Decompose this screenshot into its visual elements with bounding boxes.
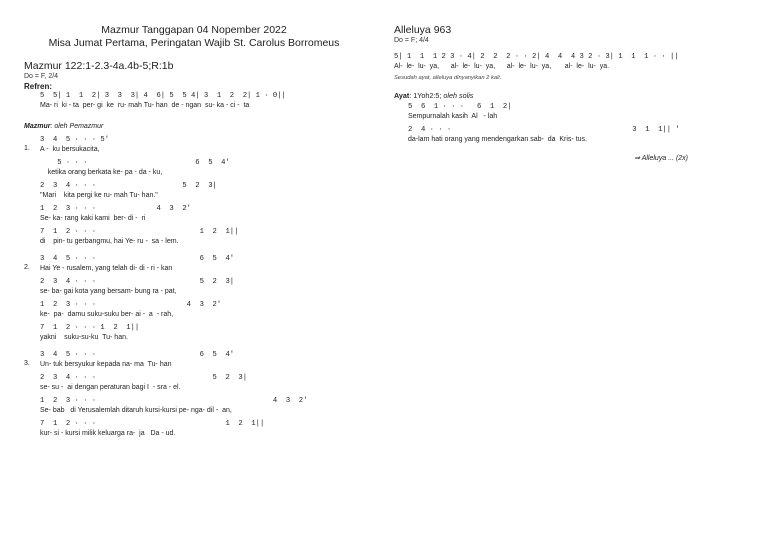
psalm-key: Do = F, 2/4 xyxy=(24,73,59,80)
stanza-notes: 7 1 2 · · · 1 2 1|| xyxy=(40,420,265,428)
stanza-lyrics: Un- tuk bersyukur kepada na- ma Tu- han xyxy=(40,361,172,368)
stanza-lyrics: "Mari kita pergi ke ru- mah Tu- han." xyxy=(40,192,158,199)
stanza-lyrics: se- su - ai dengan peraturan bagi I - sra - el. xyxy=(40,384,181,391)
stanza-notes: 3 4 5 · · · 5' xyxy=(40,136,110,144)
left-column xyxy=(24,24,364,438)
alleluya-outro: ⇒ Alleluya ... (2x) xyxy=(634,155,688,162)
psalm-title: Mazmur 122:1-2.3-4a.4b-5;R:1b xyxy=(24,60,174,72)
stanza-number: 1. xyxy=(24,145,30,152)
stanza-notes: 1 2 3 · · · 4 3 2' xyxy=(40,301,222,309)
stanza-1 xyxy=(24,136,364,246)
stanza-notes: 7 1 2 · · · 1 2 1|| xyxy=(40,228,239,236)
ayat-by: oleh solis xyxy=(441,91,474,100)
alleluya-key: Do = F; 4/4 xyxy=(394,37,429,44)
ayat-label: Ayat xyxy=(394,91,410,100)
verse-lyrics: da-lam hati orang yang mendengarkan sab- da Kris- tus. xyxy=(408,136,587,143)
stanza-notes: 5 · · · 6 5 4' xyxy=(40,159,230,167)
stanza-lyrics: ketika orang berkata ke- pa - da - ku, xyxy=(40,169,163,176)
stanza-notes: 2 3 4 · · · 5 2 3| xyxy=(40,182,217,190)
stanza-3 xyxy=(24,351,364,438)
stanza-notes: 1 2 3 · · · 4 3 2' xyxy=(40,397,308,405)
verse-notes: 2 4 · · · 3 1 1|| ' xyxy=(408,126,680,134)
stanza-lyrics: kur- si - kursi milik keluarga ra- ja Da - ud. xyxy=(40,430,176,437)
mazmur-label xyxy=(24,122,364,131)
stanza-lyrics: Se- ka- rang kaki kami ber- di - ri xyxy=(40,215,146,222)
stanza-notes: 2 3 4 · · · 5 2 3| xyxy=(40,278,235,286)
mazmur-label-word: Mazmur xyxy=(24,123,51,130)
stanza-lyrics: Se- bab di Yerusalemlah ditaruh kursi-kursi pe- nga- dil - an, xyxy=(40,407,232,414)
alleluya-note: Sesudah ayat, alleluya dinyanyikan 2 kali. xyxy=(394,75,502,81)
alleluya-lyrics: Al- le- lu- ya, al- le- lu- ya, al- le- lu- ya, al- le- lu- ya. xyxy=(394,63,610,70)
mazmur-by: : oleh Pemazmur xyxy=(50,123,104,130)
page-title: Mazmur Tanggapan 04 Nopember 2022 xyxy=(101,24,287,36)
stanza-notes: 2 3 4 · · · 5 2 3| xyxy=(40,374,248,382)
alleluya-title: Alleluya 963 xyxy=(394,24,452,36)
stanza-lyrics: di pin- tu gerbangmu, hai Ye- ru - sa - lem. xyxy=(40,238,179,245)
stanza-number: 3. xyxy=(24,360,30,367)
refren-label: Refren: xyxy=(24,82,53,91)
stanza-lyrics: Hai Ye - rusalem, yang telah di- di - ri - kan xyxy=(40,265,173,272)
stanza-lyrics: A - ku bersukacita, xyxy=(40,146,100,153)
verse-lyrics: Sempurnalah kasih Al - lah xyxy=(408,113,498,120)
stanza-notes: 3 4 5 · · · 6 5 4' xyxy=(40,351,235,359)
page-subtitle: Misa Jumat Pertama, Peringatan Wajib St. Carolus Borromeus xyxy=(48,37,340,49)
stanza-lyrics: ke- pa- damu suku-suku ber- ai - a - rah, xyxy=(40,311,174,318)
stanza-lyrics: yakni suku-su-ku Tu- han. xyxy=(40,334,128,341)
stanza-notes: 7 1 2 · · · 1 2 1|| xyxy=(40,324,140,332)
stanza-number: 2. xyxy=(24,264,30,271)
verse-notes: 5 6 1 · · · 6 1 2| xyxy=(408,103,512,111)
stanza-2 xyxy=(24,255,364,342)
alleluya-notes: 5| 1 1 1 2 3 · 4| 2 2 2 · · 2| 4 4 4 3 2 · 3| 1 1 1 · · || xyxy=(394,53,679,61)
refren-notes: 5 5| 1 1 2| 3 3 3| 4 6| 5 5 4| 3 1 2 2| 1 · 0|| xyxy=(40,92,286,100)
right-column xyxy=(394,24,744,162)
stanza-notes: 1 2 3 · · · 4 3 2' xyxy=(40,205,191,213)
ayat-ref: : 1Yoh2:5; xyxy=(409,91,442,100)
ayat-heading xyxy=(394,91,744,100)
stanza-lyrics: se- ba- gai kota yang bersam- bung ra - pat, xyxy=(40,288,177,295)
stanza-notes: 3 4 5 · · · 6 5 4' xyxy=(40,255,235,263)
refren-lyrics: Ma- ri ki - ta per- gi ke ru- mah Tu- han de - ngan su- ka - ci - ta xyxy=(40,102,250,109)
